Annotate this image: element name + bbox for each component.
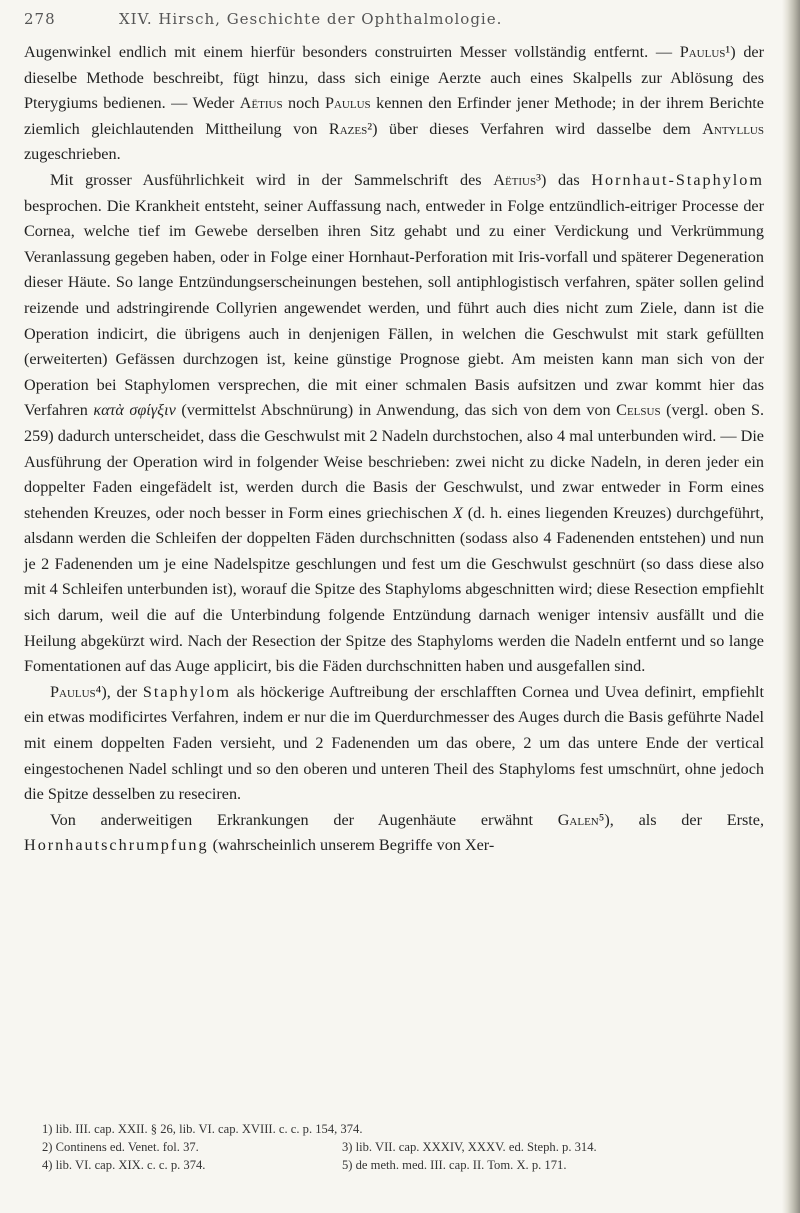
text-run: ¹) der dieselbe Methode beschreibt, fügt hinzu, dass sich einige Aerzte auch eines Skalpells zur Ablösung des Pterygiums bedienen. — Weder: [24, 43, 764, 113]
paragraph: [24, 168, 764, 680]
paragraph: [24, 680, 764, 808]
author-name: Razes: [328, 119, 368, 138]
author-name: Galen: [557, 810, 599, 829]
footnote: 1) lib. III. cap. XXII. § 26, lib. VI. cap. XVIII. c. c. p. 154, 374.: [42, 1122, 363, 1136]
text-run: κατὰ σφίγξιν: [93, 401, 176, 420]
footnote: 5) de meth. med. III. cap. II. Tom. X. p. 171.: [342, 1158, 567, 1172]
spaced-term: Hornhautschrumpfung: [24, 836, 209, 855]
footnote: 3) lib. VII. cap. XXXIV, XXXV. ed. Steph. p. 314.: [342, 1140, 597, 1154]
paragraph: [24, 40, 764, 168]
text-run: zugeschrieben.: [24, 145, 121, 164]
text-run: ⁵), als der Erste,: [598, 810, 764, 829]
author-name: Celsus: [616, 401, 661, 420]
author-name: Antyllus: [702, 119, 764, 138]
spaced-term: Staphylom: [142, 682, 232, 701]
footnote-row: [42, 1156, 764, 1174]
footnote-row: [42, 1120, 764, 1138]
running-header: [24, 10, 764, 36]
text-run: ²) über dieses Verfahren wird dasselbe dem: [367, 119, 703, 138]
text-run: ³) das: [536, 170, 592, 189]
text-run: Augenwinkel endlich mit einem hierfür besonders construirten Messer vollständig entfernt. —: [24, 43, 680, 61]
text-run: Von anderweitigen Erkrankungen der Augenhäute erwähnt: [50, 810, 558, 829]
text-run: als höckerige Auftreibung der erschlafften Cornea und Uvea definirt, empfiehlt ein etwas modificirtes Verfahren, indem er nur die im Querdurchmesser des Auges durch die Basis geführte Nadel mit einem doppelten Faden versieht, und 2 Fadenenden um das obere, 2 um das untere Ende der vertical eingestochenen Nadel schlingt und so den oberen und unteren Theil des Staphyloms fest umschnürt, ohne jedoch die Spitze desselben zu reseciren.: [24, 682, 764, 804]
running-title: XIV. Hirsch, Geschichte der Ophthalmologie.: [119, 10, 503, 28]
footnote: 4) lib. VI. cap. XIX. c. c. p. 374.: [42, 1158, 206, 1172]
author-name: Paulus: [679, 43, 726, 61]
text-run: (d. h. eines liegenden Kreuzes) durchgeführt, alsdann werden die Schleifen der doppelten Fäden durchschnitten (sodass also 4 Fadenenden entstehen) und nun je 2 Fadenenden um je eine Nadelspitze geschlungen und fest um die Geschwulst geschnürt (so dass diese also mit 4 Schleifen unterbunden ist), worauf die Spitze des Staphyloms abgeschnitten wird; diese Resection empfiehlt sich darum, weil die auf die Unterbindung folgende Entzündung darnach weniger intensiv ausfällt und die Heilung abgekürzt wird. Nach der Resection der Spitze des Staphyloms werden die Nadeln entfernt und so lange Fomentationen auf das Auge applicirt, bis die Fäden durchschnitten haben und ausgefallen sind.: [24, 503, 764, 676]
text-run: Mit grosser Ausführlichkeit wird in der Sammelschrift des: [50, 170, 494, 189]
author-name: Aëtius: [239, 94, 283, 113]
author-name: Paulus: [50, 682, 96, 701]
text-run: noch: [282, 94, 325, 113]
text-run: (vergl. oben S. 259) dadurch unterscheidet, dass die Geschwulst mit 2 Nadeln durchstochen, also 4 mal unterbunden wird. — Die Ausführung der Operation wird in folgender Weise beschrieben: zwei nicht zu dicke Nadeln, in deren jeder ein doppelter Faden eingefädelt ist, werden durch die Basis der Geschwulst, und zwar entweder in Form eines stehenden Kreuzes, oder noch besser in Form eines griechischen: [24, 401, 764, 522]
text-run: (vermittelst Abschnürung) in Anwendung, das sich von dem von: [175, 401, 617, 420]
author-name: Paulus: [324, 94, 371, 113]
main-text: [24, 40, 764, 859]
text-run: X: [452, 503, 463, 522]
text-run: besprochen. Die Krankheit entsteht, seiner Auffassung nach, entweder in Folge entzündlich-eitriger Processe der Cornea, welche tief im Gewebe derselben ihren Sitz gehabt und zu einer Verdickung und Verkrümmung Veranlassung gegeben haben, oder in Folge einer Hornhaut-Perforation mit Iris-vorfall und späterer Degeneration dieser Häute. So lange Entzündungserscheinungen bestehen, soll antiphlogistisch verfahren, später sollen gelind reizende und adstringirende Collyrien angewendet werden, und führt auch dies nicht zum Ziele, dann ist die Operation indicirt, die übrigens auch in denjenigen Fällen, in welchen die Geschwulst mit stark gefüllten (erweiterten) Gefässen durchzogen ist, keine günstige Prognose giebt. Am meisten kann man sich von der Operation bei Staphylomen versprechen, die mit einer schmalen Basis aufsitzen und zwar kommt hier das Verfahren: [24, 196, 764, 420]
text-run: (wahrscheinlich unserem Begriffe von Xer-: [208, 836, 495, 855]
paragraph: [24, 808, 764, 859]
spaced-term: Hornhaut-Staphylom: [591, 170, 764, 189]
author-name: Aëtius: [493, 170, 537, 189]
text-run: ⁴), der: [95, 682, 143, 701]
footnote: 2) Continens ed. Venet. fol. 37.: [42, 1140, 199, 1154]
page-edge-shadow: [782, 0, 800, 1213]
footnotes: [42, 1120, 764, 1174]
text-run: kennen den Erfinder jener Methode; in der ihrem Berichte ziemlich gleichlautenden Mittheilung von: [24, 94, 764, 138]
page-number: 278: [24, 10, 56, 28]
footnote-row: [42, 1138, 764, 1156]
